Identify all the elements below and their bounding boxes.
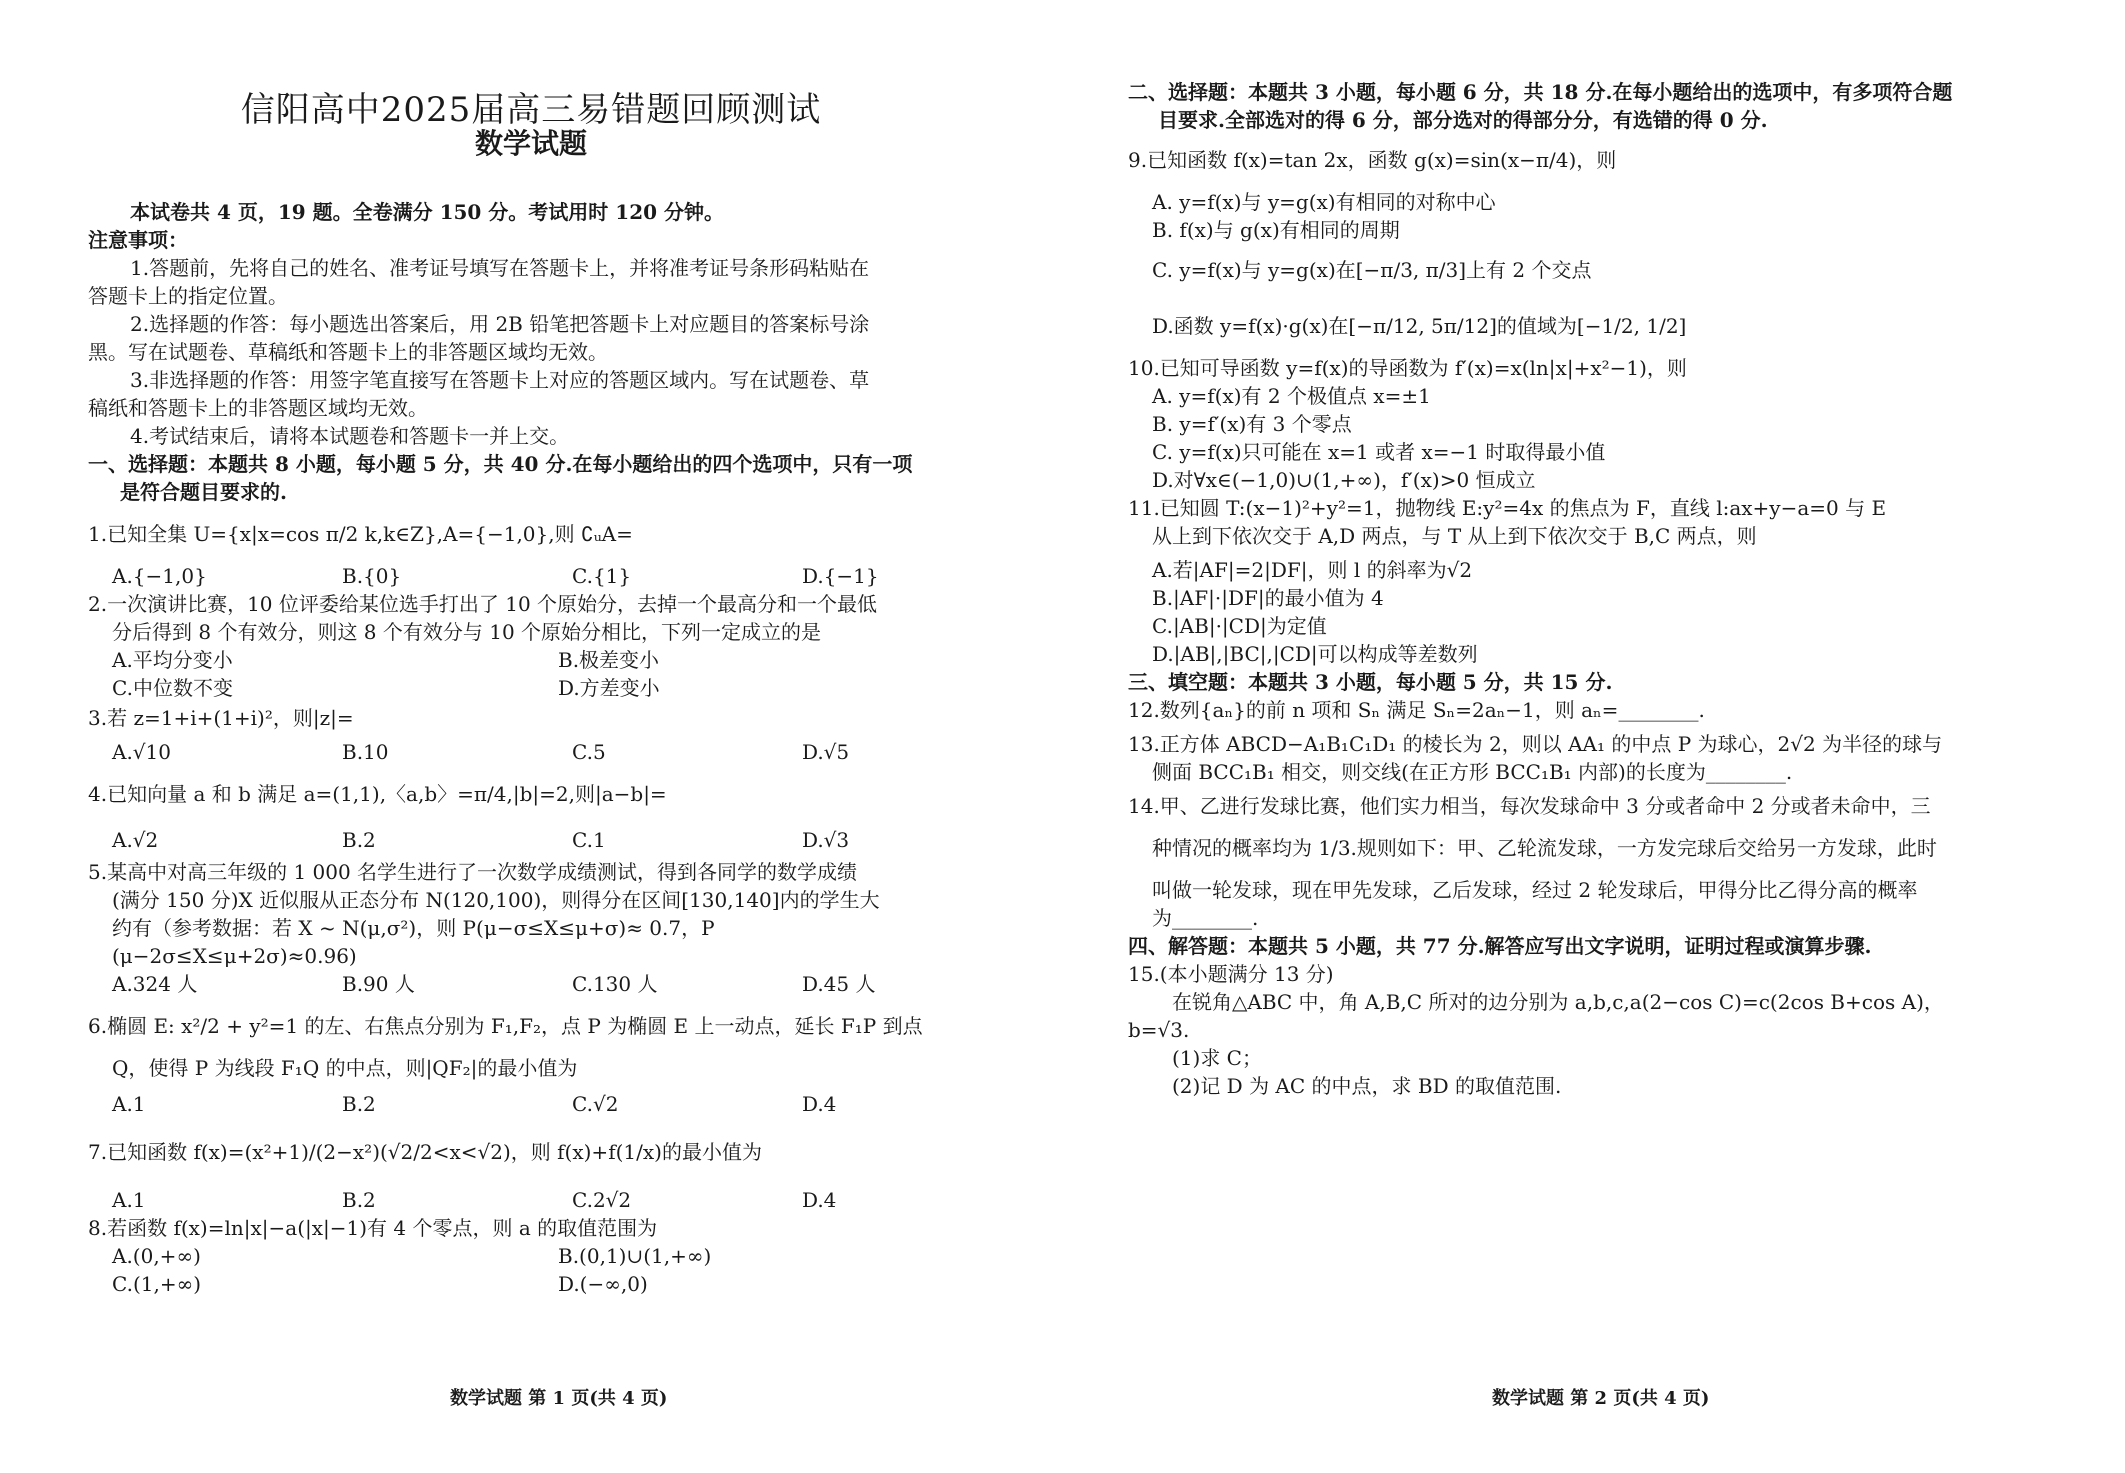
question-11: 11.已知圆 T:(x−1)²+y²=1，抛物线 E:y²=4x 的焦点为 F，直线 l:ax+y−a=0 与 E	[1128, 496, 1887, 520]
question-8-options	[112, 1270, 858, 1298]
option: C.|AB|·|CD|为定值	[1152, 614, 1327, 638]
option: A. y=f(x)与 y=g(x)有相同的对称中心	[1152, 190, 1496, 214]
notice-line: 答题卡上的指定位置。	[88, 284, 288, 308]
option: C. y=f(x)只可能在 x=1 或者 x=−1 时取得最小值	[1152, 440, 1606, 464]
option: D.4	[802, 1188, 837, 1212]
option: C.(1,+∞)	[112, 1272, 202, 1296]
question-15: 15.(本小题满分 13 分)	[1128, 962, 1334, 986]
notice-header: 注意事项：	[88, 228, 188, 252]
section-heading: 四、解答题：本题共 5 小题，共 77 分.解答应写出文字说明，证明过程或演算步骤.	[1128, 934, 1872, 958]
question-7: 7.已知函数 f(x)=(x²+1)/(2−x²)(√2/2<x<√2)，则 f(x)+f(1/x)的最小值为	[88, 1140, 762, 1164]
page-footer: 数学试题 第 2 页(共 4 页)	[1492, 1388, 1710, 1409]
option: A. y=f(x)有 2 个极值点 x=±1	[1152, 384, 1431, 408]
option: C.中位数不变	[112, 676, 233, 700]
option: B.(0,1)∪(1,+∞)	[558, 1244, 712, 1268]
option: C.5	[572, 740, 606, 764]
option: D.√3	[802, 828, 850, 852]
option: D.(−∞,0)	[558, 1272, 648, 1296]
option: B.极差变小	[558, 648, 660, 672]
option: C.1	[572, 828, 606, 852]
question-3-options	[112, 738, 952, 766]
option: D.45 人	[802, 972, 876, 996]
option: B.2	[342, 1092, 376, 1116]
question-12: 12.数列{aₙ}的前 n 项和 Sₙ 满足 Sₙ=2aₙ−1，则 aₙ=________.	[1128, 698, 1705, 722]
section-heading: 二、选择题：本题共 3 小题，每小题 6 分，共 18 分.在每小题给出的选项中，有多项符合题	[1128, 80, 1953, 104]
question-14: 种情况的概率均为 1/3.规则如下：甲、乙轮流发球，一方发完球后交给另一方发球，此时	[1152, 836, 1937, 860]
question-13: 13.正方体 ABCD−A₁B₁C₁D₁ 的棱长为 2，则以 AA₁ 的中点 P 为球心，2√2 为半径的球与	[1128, 732, 1943, 756]
question-5: 约有（参考数据：若 X ~ N(μ,σ²)，则 P(μ−σ≤X≤μ+σ)≈ 0.7，P	[112, 916, 715, 940]
option: C.2√2	[572, 1188, 632, 1212]
page-footer: 数学试题 第 1 页(共 4 页)	[450, 1388, 668, 1409]
section-heading: 目要求.全部选对的得 6 分，部分选对的得部分分，有选错的得 0 分.	[1158, 108, 1768, 132]
notice-line: 稿纸和答题卡上的非答题区域均无效。	[88, 396, 428, 420]
question-1-options	[112, 562, 952, 590]
question-5: 5.某高中对高三年级的 1 000 名学生进行了一次数学成绩测试，得到各同学的数学成绩	[88, 860, 858, 884]
question-11: 从上到下依次交于 A,D 两点，与 T 从上到下依次交于 B,C 两点，则	[1152, 524, 1757, 548]
notice-line: 黑。写在试题卷、草稿纸和答题卡上的非答题区域均无效。	[88, 340, 608, 364]
section-heading: 一、选择题：本题共 8 小题，每小题 5 分，共 40 分.在每小题给出的四个选项中，只有一项	[88, 452, 913, 476]
notice-line: 3.非选择题的作答：用签字笔直接写在答题卡上对应的答题区域内。写在试题卷、草	[130, 368, 870, 392]
question-5: (μ−2σ≤X≤μ+2σ)≈0.96)	[112, 944, 357, 968]
option: A.1	[112, 1188, 146, 1212]
question-15: b=√3.	[1128, 1018, 1190, 1042]
exam-title: 信阳高中2025届高三易错题回顾测试	[240, 90, 822, 130]
option: B. f(x)与 g(x)有相同的周期	[1152, 218, 1400, 242]
option: D.方差变小	[558, 676, 660, 700]
question-4-options	[112, 826, 952, 854]
option: A.1	[112, 1092, 146, 1116]
question-2: 2.一次演讲比赛，10 位评委给某位选手打出了 10 个原始分，去掉一个最高分和一个最低	[88, 592, 878, 616]
option: A.324 人	[112, 972, 198, 996]
question-3: 3.若 z=1+i+(1+i)²，则|z|=	[88, 706, 354, 730]
option: A.(0,+∞)	[112, 1244, 201, 1268]
option: C.√2	[572, 1092, 619, 1116]
question-10: 10.已知可导函数 y=f(x)的导函数为 f′(x)=x(ln|x|+x²−1)，则	[1128, 356, 1687, 380]
option: B.2	[342, 828, 376, 852]
question-6: 6.椭圆 E: x²/2 + y²=1 的左、右焦点分别为 F₁,F₂，点 P 为椭圆 E 上一动点，延长 F₁P 到点	[88, 1014, 923, 1038]
question-8: 8.若函数 f(x)=ln|x|−a(|x|−1)有 4 个零点，则 a 的取值范围为	[88, 1216, 658, 1240]
exam-info: 本试卷共 4 页，19 题。全卷满分 150 分。考试用时 120 分钟。	[130, 200, 724, 224]
notice-line: 2.选择题的作答：每小题选出答案后，用 2B 铅笔把答题卡上对应题目的答案标号涂	[130, 312, 870, 336]
option: D.|AB|,|BC|,|CD|可以构成等差数列	[1152, 642, 1478, 666]
question-15: (2)记 D 为 AC 的中点，求 BD 的取值范围.	[1172, 1074, 1562, 1098]
question-14: 叫做一轮发球，现在甲先发球，乙后发球，经过 2 轮发球后，甲得分比乙得分高的概率	[1152, 878, 1918, 902]
option: B.{0}	[342, 564, 402, 588]
section-heading: 是符合题目要求的.	[120, 480, 287, 504]
option: A.若|AF|=2|DF|，则 l 的斜率为√2	[1152, 558, 1473, 582]
question-6-options	[112, 1090, 952, 1118]
question-15: (1)求 C；	[1172, 1046, 1262, 1070]
option: B. y=f′(x)有 3 个零点	[1152, 412, 1352, 436]
option: D.对∀x∈(−1,0)∪(1,+∞)，f′(x)>0 恒成立	[1152, 468, 1536, 492]
notice-line: 4.考试结束后，请将本试题卷和答题卡一并上交。	[130, 424, 570, 448]
question-4: 4.已知向量 a 和 b 满足 a=(1,1),〈a,b〉=π/4,|b|=2,则|a−b|=	[88, 782, 667, 806]
question-7-options	[112, 1186, 952, 1214]
question-2-options	[112, 646, 858, 674]
question-2-options	[112, 674, 858, 702]
notice-line: 1.答题前，先将自己的姓名、准考证号填写在答题卡上，并将准考证号条形码粘贴在	[130, 256, 870, 280]
option: A.{−1,0}	[112, 564, 207, 588]
option: C.{1}	[572, 564, 632, 588]
right-page	[1062, 0, 2125, 1473]
question-14: 为________.	[1152, 906, 1259, 930]
question-8-options	[112, 1242, 858, 1270]
section-heading: 三、填空题：本题共 3 小题，每小题 5 分，共 15 分.	[1128, 670, 1613, 694]
option: A.√10	[112, 740, 171, 764]
option: A.平均分变小	[112, 648, 233, 672]
option: D.√5	[802, 740, 850, 764]
option: B.|AF|·|DF|的最小值为 4	[1152, 586, 1384, 610]
question-5: (满分 150 分)X 近似服从正态分布 N(120,100)，则得分在区间[130,140]内的学生大	[112, 888, 880, 912]
option: D.函数 y=f(x)·g(x)在[−π/12, 5π/12]的值域为[−1/2, 1/2]	[1152, 314, 1687, 338]
question-5-options	[112, 970, 952, 998]
option: C.130 人	[572, 972, 658, 996]
option: B.2	[342, 1188, 376, 1212]
option: D.{−1}	[802, 564, 879, 588]
question-14: 14.甲、乙进行发球比赛，他们实力相当，每次发球命中 3 分或者命中 2 分或者未命中，三	[1128, 794, 1931, 818]
question-6: Q，使得 P 为线段 F₁Q 的中点，则|QF₂|的最小值为	[112, 1056, 578, 1080]
left-page	[0, 0, 1062, 1473]
option: B.90 人	[342, 972, 415, 996]
subject-title: 数学试题	[474, 127, 587, 160]
question-13: 侧面 BCC₁B₁ 相交，则交线(在正方形 BCC₁B₁ 内部)的长度为________.	[1152, 760, 1793, 784]
question-1: 1.已知全集 U={x|x=cos π/2 k,k∈Z},A={−1,0},则 ∁ᵤA=	[88, 522, 633, 546]
option: B.10	[342, 740, 389, 764]
option: D.4	[802, 1092, 837, 1116]
question-15: 在锐角△ABC 中，角 A,B,C 所对的边分别为 a,b,c,a(2−cos C)=c(2cos B+cos A)，	[1172, 990, 1944, 1014]
question-9: 9.已知函数 f(x)=tan 2x，函数 g(x)=sin(x−π/4)，则	[1128, 148, 1617, 172]
option: A.√2	[112, 828, 159, 852]
question-2: 分后得到 8 个有效分，则这 8 个有效分与 10 个原始分相比，下列一定成立的是	[112, 620, 822, 644]
option: C. y=f(x)与 y=g(x)在[−π/3, π/3]上有 2 个交点	[1152, 258, 1592, 282]
